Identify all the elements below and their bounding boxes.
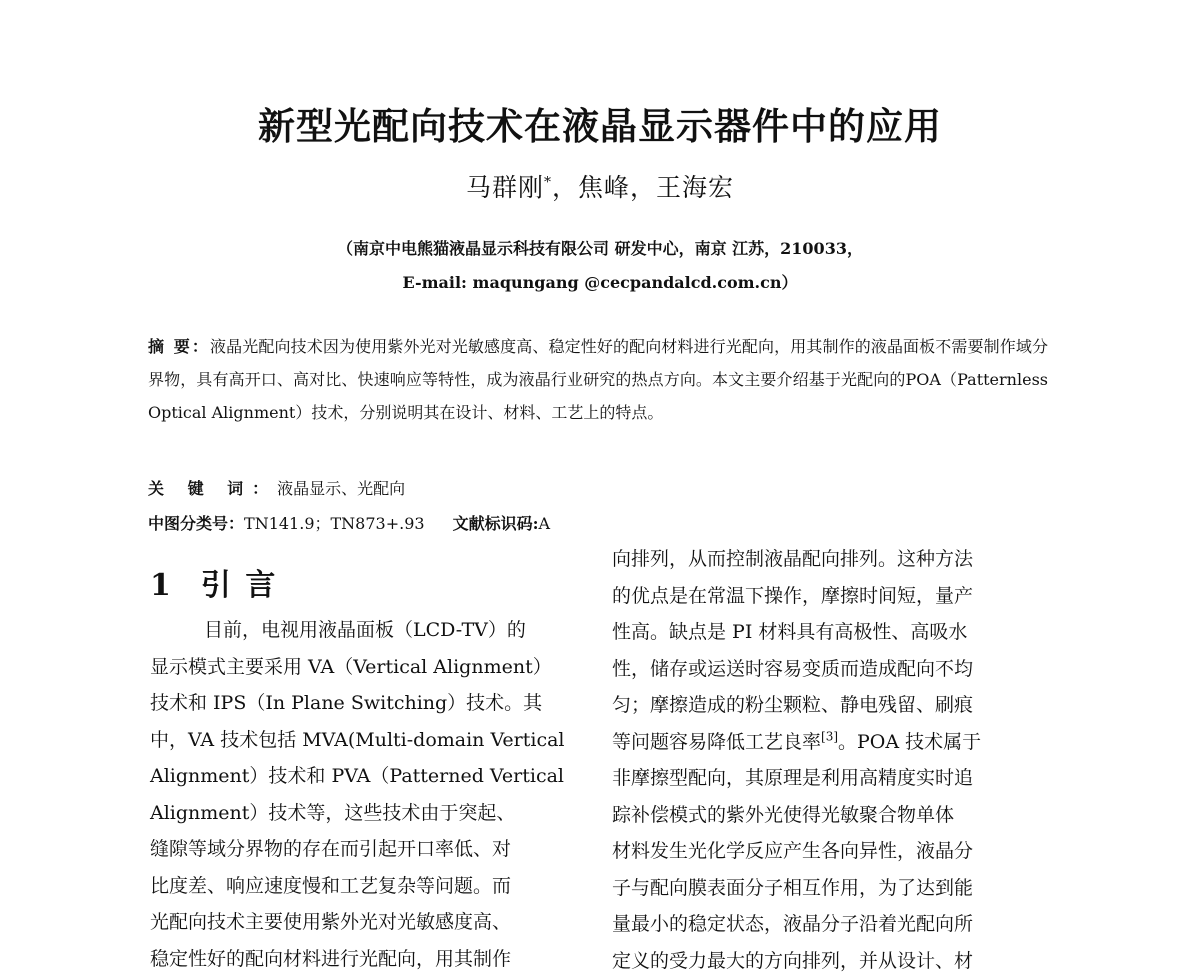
document-code-value: A bbox=[538, 514, 550, 533]
body-line: 性高。缺点是 PI 材料具有高极性、高吸水 bbox=[612, 614, 1036, 651]
classification-label: 中图分类号： bbox=[148, 514, 244, 533]
affiliation bbox=[0, 232, 1200, 300]
citation-text-before: 等问题容易降低工艺良率 bbox=[612, 731, 821, 753]
body-line: 显示模式主要采用 VA（Vertical Alignment） bbox=[150, 649, 572, 686]
corresponding-mark: * bbox=[544, 175, 552, 191]
classification-value: TN141.9；TN873+.93 bbox=[244, 514, 425, 533]
right-column bbox=[612, 541, 1036, 979]
citation-text-after: 。POA 技术属于 bbox=[838, 731, 981, 753]
body-line: 目前，电视用液晶面板（LCD-TV）的 bbox=[150, 612, 572, 649]
affiliation-line-1: （南京中电熊猫液晶显示科技有限公司 研发中心，南京 江苏，210033， bbox=[0, 232, 1200, 266]
keywords-text: 液晶显示、光配向 bbox=[277, 479, 405, 498]
body-line: 子与配向膜表面分子相互作用，为了达到能 bbox=[612, 870, 1036, 907]
body-line: 量最小的稳定状态，液晶分子沿着光配向所 bbox=[612, 906, 1036, 943]
author-line bbox=[0, 168, 1200, 204]
body-line: 的优点是在常温下操作，摩擦时间短，量产 bbox=[612, 578, 1036, 615]
body-line-with-citation bbox=[612, 724, 1036, 761]
body-line: 定义的受力最大的方向排列，并从设计、材 bbox=[612, 943, 1036, 979]
abstract-label: 摘 要： bbox=[148, 337, 210, 356]
body-line: 踪补偿模式的紫外光使得光敏聚合物单体 bbox=[612, 797, 1036, 834]
keywords-label: 关 键 词： bbox=[148, 479, 277, 498]
paper-title: 新型光配向技术在液晶显示器件中的应用 bbox=[0, 96, 1200, 150]
body-line: 比度差、响应速度慢和工艺复杂等问题。而 bbox=[150, 868, 572, 905]
body-line: 技术和 IPS（In Plane Switching）技术。其 bbox=[150, 685, 572, 722]
abstract-text: 液晶光配向技术因为使用紫外光对光敏感度高、稳定性好的配向材料进行光配向，用其制作的液晶面板不需要制作域分界物，具有高开口、高对比、快速响应等特性，成为液晶行业研究的热点方向。本文主要介绍基于光配向的POA（Patternless Optical Alignment）技术，分别说明其在设计、材料、工艺上的特点。 bbox=[148, 337, 1048, 422]
body-line: 光配向技术主要使用紫外光对光敏感度高、 bbox=[150, 904, 572, 941]
section-title: 引 言 bbox=[201, 568, 277, 603]
keywords bbox=[148, 479, 405, 499]
section-number: 1 bbox=[150, 568, 173, 603]
citation-ref: [3] bbox=[821, 729, 838, 743]
author-rest: ，焦峰，王海宏 bbox=[552, 173, 734, 202]
abstract bbox=[148, 330, 1048, 429]
affiliation-email: E-mail: maqungang @cecpandalcd.com.cn） bbox=[0, 266, 1200, 300]
document-code-label: 文献标识码: bbox=[453, 514, 539, 533]
body-line: 非摩擦型配向，其原理是利用高精度实时追 bbox=[612, 760, 1036, 797]
body-line: 稳定性好的配向材料进行光配向，用其制作 bbox=[150, 941, 572, 978]
classification bbox=[148, 514, 550, 534]
section-heading bbox=[150, 560, 277, 604]
body-line: Alignment）技术等，这些技术由于突起、 bbox=[150, 795, 572, 832]
left-column bbox=[150, 612, 572, 977]
body-line: 匀；摩擦造成的粉尘颗粒、静电残留、刷痕 bbox=[612, 687, 1036, 724]
body-line: 缝隙等域分界物的存在而引起开口率低、对 bbox=[150, 831, 572, 868]
author-first: 马群刚 bbox=[466, 173, 544, 202]
body-line: 材料发生光化学反应产生各向异性，液晶分 bbox=[612, 833, 1036, 870]
body-line: 向排列，从而控制液晶配向排列。这种方法 bbox=[612, 541, 1036, 578]
body-line: Alignment）技术和 PVA（Patterned Vertical bbox=[150, 758, 572, 795]
body-line: 性，储存或运送时容易变质而造成配向不均 bbox=[612, 651, 1036, 688]
body-line: 中，VA 技术包括 MVA(Multi-domain Vertical bbox=[150, 722, 572, 759]
